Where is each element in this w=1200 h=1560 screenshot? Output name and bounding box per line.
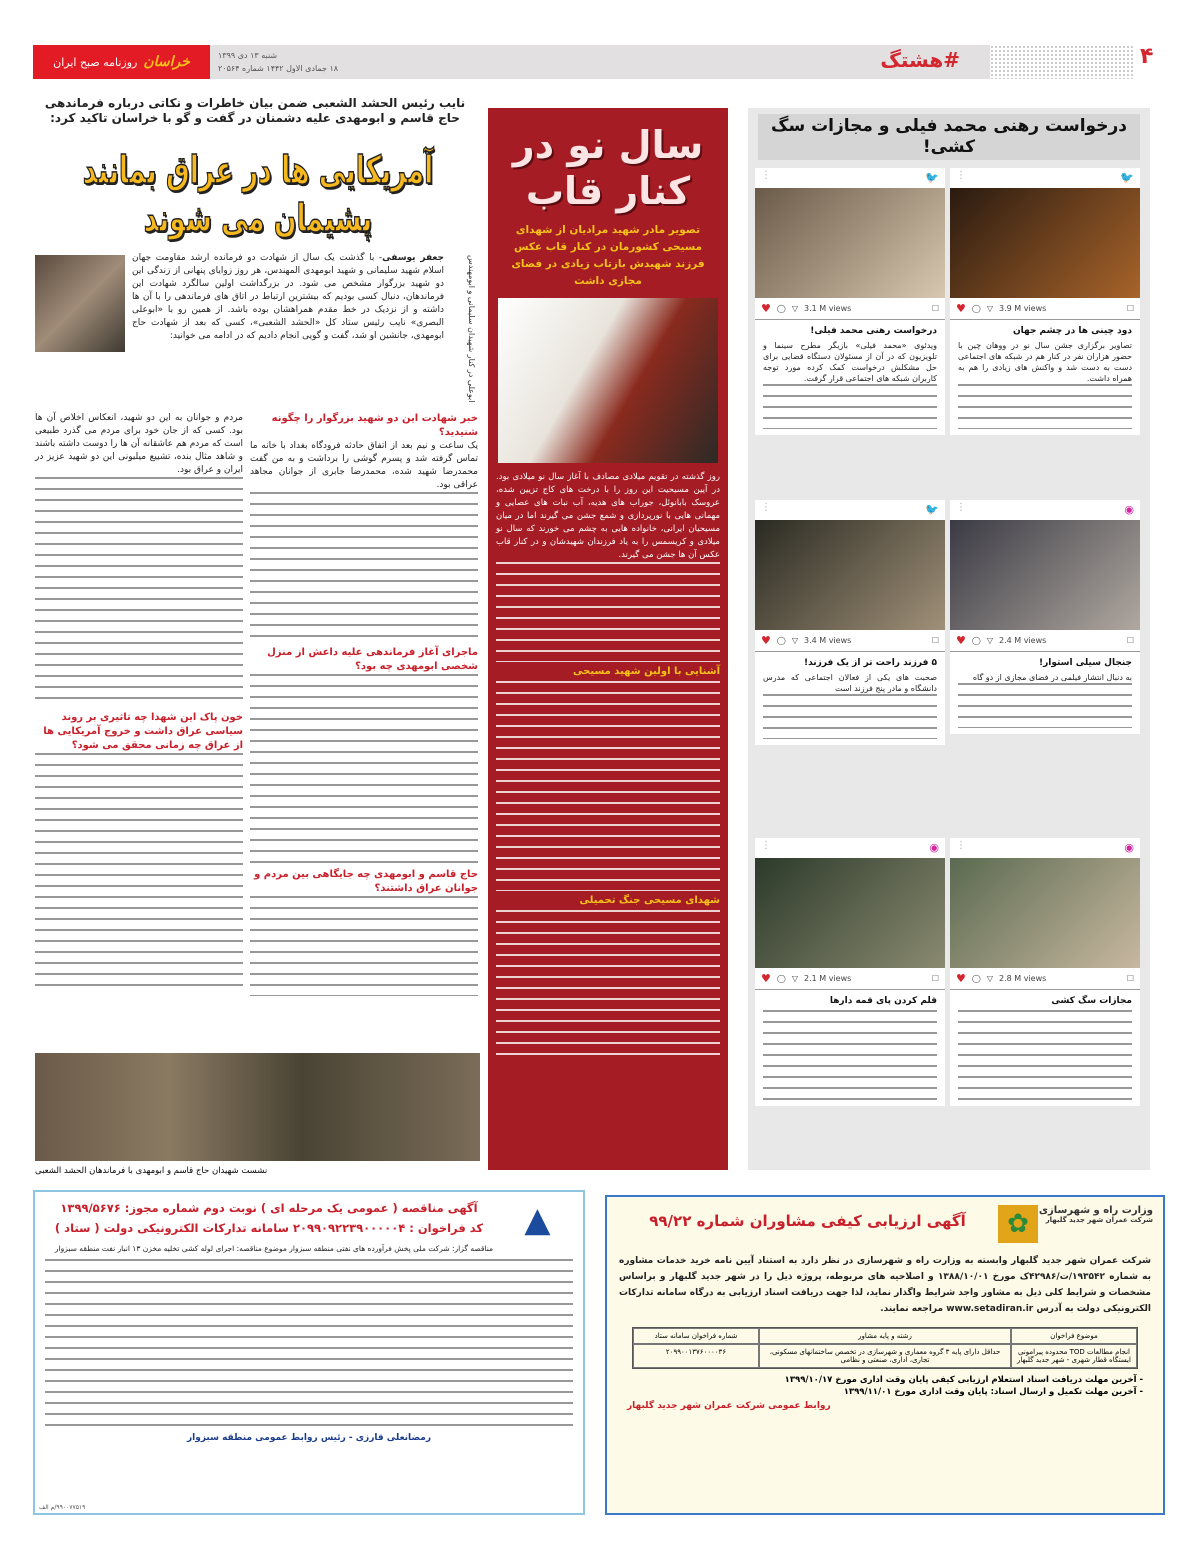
commanders-meeting-photo	[35, 1053, 480, 1161]
page-number: ۴	[1140, 44, 1154, 69]
more-icon[interactable]: ⋮	[956, 840, 966, 851]
heart-icon[interactable]: ♥	[956, 634, 966, 647]
answer-text: یک ساعت و نیم بعد از اتفاق حادثه فرودگاه بغداد با خانه ما تماس گرفته شد و پسرم گوشی را برداشت و به من گفت محمدرضا شهید شده، محمدرضا جابری از جوانان مجاهد عراقی بود.	[250, 441, 478, 490]
send-icon[interactable]: ▽	[791, 304, 798, 313]
ad-title: آگهی مناقصه ( عمومی یک مرحله ای ) نوبت دوم شماره مجوز: ۱۳۹۹/۵۶۷۶	[60, 1201, 478, 1215]
instagram-icon: ◉	[1124, 503, 1134, 516]
post-title: ۵ فرزند راحت تر از یک فرزند!	[803, 658, 937, 668]
more-icon[interactable]: ⋮	[761, 170, 771, 181]
comment-icon[interactable]: ◯	[971, 636, 981, 645]
abu-ali-photo	[35, 255, 125, 352]
ministry-logo: وزارت راه و شهرسازی شرکت عمران شهر جدید گلبهار	[1038, 1205, 1153, 1224]
tagline: روزنامه صبح ایران	[53, 55, 138, 69]
send-icon[interactable]: ▽	[791, 974, 798, 983]
lead-paragraph: جعفر یوسفی- با گذشت یک سال از شهادت دو فرمانده ارشد مقاومت جهان اسلام شهید سلیمانی و شهید ابومهدی المهندس، هر روز زوایای پنهانی از زندگی این دو شهید بزرگوار مشخص می شود. در بزرگداشت اولین سالگرد شهادت این فرماندهان، دنبال کسی بودیم که بیشترین ارتباط در اتاق های فرماندهی را با آن ها داشته و از نزدیک در خط مقدم همراهشان بوده باشد. از همین رو با «ابوعلی البصری» نایب رئیس ستاد کل «الحشد الشعبی»، کسی که بعد از شهادت حاج ابومهدی، جانشین او شد، گفت و گویی انجام دادیم که در ادامه می خوانید:	[132, 253, 444, 341]
ad-signature: رمضانعلی قارزی - رئیس روابط عمومی منطقه سبزوار	[186, 1433, 432, 1443]
issue-date: شنبه ۱۳ دی ۱۳۹۹ ۱۸ جمادی الاول ۱۴۴۲ شماره ۲۰۵۶۴	[218, 51, 339, 73]
post-image	[950, 858, 1140, 968]
header-pattern	[990, 45, 1135, 79]
clover-logo-icon: ✿	[998, 1205, 1038, 1243]
post-text: تصاویر برگزاری جشن سال نو در ووهان چین با حضور هزاران نفر در کنار هم در شبکه های اجتماعی دست به دست شد و واکنش های زیادی را هم به همراه داشت.	[958, 341, 1132, 383]
post-image	[755, 188, 945, 298]
send-icon[interactable]: ▽	[986, 304, 993, 313]
logo-text: خراسان	[143, 54, 190, 70]
post-text: به دنبال انتشار فیلمی در فضای مجازی از دو گاه	[972, 673, 1132, 682]
post-image	[755, 858, 945, 968]
deadline: - آخرین مهلت دریافت اسناد استعلام ارزیابی کیفی پایان وقت اداری مورخ ۱۳۹۹/۱۰/۱۷	[784, 1375, 1143, 1385]
article-column-right	[250, 412, 478, 996]
send-icon[interactable]: ▽	[986, 974, 993, 983]
red-feature-box	[488, 108, 728, 1170]
oil-company-logo-icon: ▲	[524, 1200, 551, 1240]
social-post-card[interactable]	[950, 168, 1140, 435]
social-media-section	[748, 108, 1150, 1170]
views-count: 3.4 M views	[803, 636, 852, 645]
bookmark-icon[interactable]: ☐	[931, 636, 939, 645]
views-count: 2.8 M views	[998, 974, 1047, 983]
social-post-card[interactable]	[755, 838, 945, 1106]
ad-table: موضوع فراخوان رشته و پایه مشاور شماره فراخوان سامانه ستاد انجام مطالعات TOD محدوده پیرامونی ایستگاه قطار شهری - شهر جدید گلبهار حداقل دارای پایه ۳ گروه معماری و شهرسازی در تخصص ساختمانهای مسکونی، تجاری، اداری، صنعتی و نظامی ۲۰۹۹۰۰۱۳۷۶۰۰۰۰۳۶	[632, 1327, 1138, 1369]
comment-icon[interactable]: ◯	[776, 304, 786, 313]
ad-code: کد فراخوان : ۲۰۹۹۰۹۲۲۳۹۰۰۰۰۰۴ سامانه تدارکات الکترونیکی دولت ( ستاد )	[54, 1221, 484, 1235]
views-count: 3.9 M views	[998, 304, 1047, 313]
ad-text: شرکت عمران شهر جدید گلبهار وابسته به وزارت راه و شهرسازی در نظر دارد به استناد آیین نامه خرید خدمات مشاوره به شماره ۱۹۳۵۴۲/ت/۴۲۹۸۶ک مورخ ۱۳۸۸/۱۰/۰۱ و اصلاحیه های مربوطه، پروژه ذیل را در شهر جدید گلبهار و براساس مشخصات و شرایط کلی ذیل به مشاور واجد شرایط واگذار نماید، لذا جهت دریافت اسناد ارزیابی به درگاه سامانه تدارکات الکترونیکی دولت به آدرس www.setadiran.ir مراجعه نمایند.	[618, 1256, 1151, 1314]
twitter-icon: 🐦	[925, 171, 939, 184]
question-heading: خون پاک این شهدا چه تاثیری بر روند سیاسی عراق داشت و خروج آمریکایی ها از عراق چه زمانی محقق می شود؟	[43, 712, 243, 751]
article-column-left	[35, 412, 243, 993]
header-bar	[210, 45, 990, 79]
section-title: #هشتگ	[880, 48, 960, 72]
consultant-ad-right	[605, 1195, 1165, 1515]
instagram-icon: ◉	[929, 841, 939, 854]
heart-icon[interactable]: ♥	[956, 302, 966, 315]
views-count: 2.1 M views	[803, 974, 852, 983]
comment-icon[interactable]: ◯	[971, 304, 981, 313]
post-text: صحبت های یکی از فعالان اجتماعی که مدرس دانشگاه و مادر پنج فرزند است	[763, 673, 937, 693]
newspaper-logo	[33, 45, 210, 79]
send-icon[interactable]: ▽	[986, 636, 993, 645]
comment-icon[interactable]: ◯	[971, 974, 981, 983]
more-icon[interactable]: ⋮	[956, 170, 966, 181]
comment-icon[interactable]: ◯	[776, 974, 786, 983]
social-post-card[interactable]	[755, 500, 945, 745]
post-image	[950, 188, 1140, 298]
heart-icon[interactable]: ♥	[761, 302, 771, 315]
social-section-title: درخواست رهنی محمد فیلی و مجازات سگ کشی!	[758, 114, 1140, 160]
post-image	[755, 520, 945, 630]
heart-icon[interactable]: ♥	[761, 634, 771, 647]
post-title: قلم کردن پای قمه دارها	[829, 996, 937, 1006]
question-heading: حاج قاسم و ابومهدی چه جایگاهی بین مردم و جوانان عراق داشتند؟	[254, 869, 478, 894]
ad-ref: ۹۹۰۰۷۷۵۱۹/م الف	[39, 1504, 86, 1511]
side-caption: ابوعلی در کنار شهیدان سلیمانی و ابومهندس	[467, 254, 476, 402]
post-image	[950, 520, 1140, 630]
question-heading: ماجرای آغاز فرماندهی علیه داعش از منزل شخصی ابومهدی چه بود؟	[267, 647, 478, 672]
post-title: دود چینی ها در چشم جهان	[1012, 326, 1132, 336]
photo-caption: نشست شهیدان حاج قاسم و ابومهدی با فرماندهان الحشد الشعبی	[35, 1166, 268, 1176]
more-icon[interactable]: ⋮	[761, 840, 771, 851]
post-text: ویدئوی «محمد فیلی» بازیگر مطرح سینما و تلویزیون که در آن از مسئولان دستگاه قضایی برای حل مشکلش درخواست کمک کرده مورد توجه کاربران شبکه های اجتماعی قرار گرفت.	[763, 341, 937, 383]
social-post-card[interactable]	[950, 500, 1140, 734]
article-text: مردم و جوانان به این دو شهید، انعکاس اخلاص آن ها بود. کسی که از جان خود برای مردم می گذرد طبیعی است که مردم هم عاشقانه آن ها را دوست داشته باشند و شاهد مثال بنده، تشییع میلیونی این دو شهید عزیز در ایران و عراق بود.	[35, 413, 243, 475]
feature-subheading: آشنایی با اولین شهید مسیحی	[573, 666, 720, 677]
feature-title: سال نو در کنار قاب	[512, 123, 704, 213]
heart-icon[interactable]: ♥	[956, 972, 966, 985]
question-heading: خبر شهادت این دو شهید بزرگوار را چگونه شنیدید؟	[271, 413, 478, 438]
ad-signature: روابط عمومی شرکت عمران شهر جدید گلبهار	[627, 1401, 831, 1411]
deadline: - آخرین مهلت تکمیل و ارسال اسناد: پایان وقت اداری مورخ ۱۳۹۹/۱۱/۰۱	[843, 1387, 1143, 1397]
bookmark-icon[interactable]: ☐	[1126, 636, 1134, 645]
bookmark-icon[interactable]: ☐	[931, 304, 939, 313]
feature-lead: روز گذشته در تقویم میلادی مصادف با آغاز سال نو میلادی بود. در آیین مسیحیت این روز را با درخت های کاج تزیین شده، عروسک بابانوئل، جوراب های هدیه، آب نبات های عصایی و مهمانی هایی با نورپردازی و شمع جشن می گیرند اما در میان مسیحیان ایرانی، خانواده هایی به چشم می خورند که سال نو میلادی و کریسمس را به یاد فرزندان شهیدشان و در کنار قاب عکس آن ها جشن می گیرند.	[496, 472, 720, 560]
views-count: 2.4 M views	[998, 636, 1047, 645]
heart-icon[interactable]: ♥	[761, 972, 771, 985]
views-count: 3.1 M views	[803, 304, 852, 313]
post-title: جنجال سیلی استوار!	[1038, 658, 1132, 668]
feature-subheading: شهدای مسیحی جنگ تحمیلی	[579, 895, 720, 906]
bookmark-icon[interactable]: ☐	[931, 974, 939, 983]
ad-title: آگهی ارزیابی کیفی مشاوران شماره ۹۹/۲۲	[649, 1212, 966, 1230]
tender-ad-left	[33, 1190, 585, 1515]
post-title: درخواست رهنی محمد فیلی!	[810, 326, 937, 336]
social-post-card[interactable]	[950, 838, 1140, 1106]
more-icon[interactable]: ⋮	[761, 502, 771, 513]
twitter-icon: 🐦	[925, 503, 939, 516]
bookmark-icon[interactable]: ☐	[1126, 304, 1134, 313]
ad-line: مناقصه گزار: شرکت ملی پخش فرآورده های نفتی منطقه سبزوار موضوع مناقصه: اجرای لوله کشی تخلیه مخزن ۱۳ انبار نفت منطقه سبزوار	[54, 1244, 493, 1253]
more-icon[interactable]: ⋮	[956, 502, 966, 513]
main-kicker: نایب رئیس الحشد الشعبی ضمن بیان خاطرات و نکاتی درباره فرماندهی حاج قاسم و ابومهدی علیه دشمنان در گفت و گو با خراسان تاکید کرد:	[44, 96, 466, 125]
martyr-mother-photo	[498, 298, 718, 463]
main-headline: آمریکایی ها در عراق بمانند پشیمان می شوند	[82, 148, 434, 240]
twitter-icon: 🐦	[1120, 171, 1134, 184]
bookmark-icon[interactable]: ☐	[1126, 974, 1134, 983]
instagram-icon: ◉	[1124, 841, 1134, 854]
comment-icon[interactable]: ◯	[776, 636, 786, 645]
send-icon[interactable]: ▽	[791, 636, 798, 645]
social-post-card[interactable]	[755, 168, 945, 435]
post-title: مجازات سگ کشی	[1051, 996, 1132, 1006]
feature-subtitle: تصویر مادر شهید مرادیان از شهدای مسیحی کشورمان در کنار قاب عکس فرزند شهیدش بازتاب زیادی در فضای مجازی داشت	[511, 224, 705, 287]
